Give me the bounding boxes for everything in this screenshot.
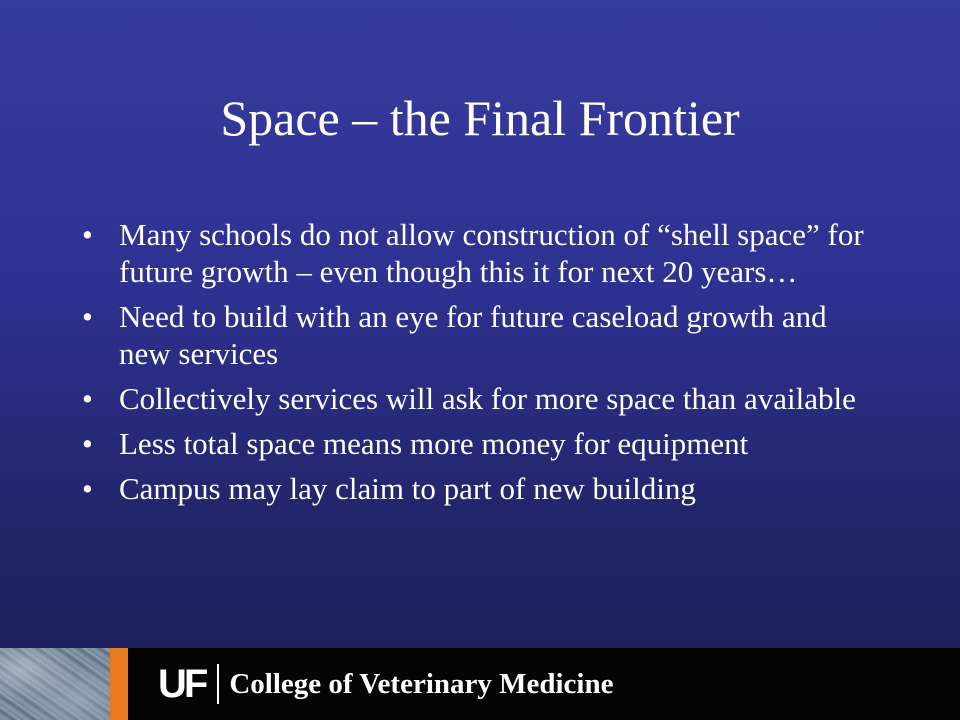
college-logo [158, 660, 613, 708]
bullet-item [82, 298, 872, 372]
bullet-text: Need to build with an eye for future caseload growth and new services [119, 299, 827, 371]
bullet-text: Collectively services will ask for more space than available [119, 381, 856, 416]
footer-accent-stripe [110, 648, 128, 720]
bullet-dot-icon: • [82, 299, 93, 334]
slide-title: Space – the Final Frontier [220, 90, 740, 146]
bullet-list [82, 216, 872, 515]
bullet-item [82, 380, 872, 417]
bullet-text: Campus may lay claim to part of new building [119, 471, 696, 506]
footer-bar [0, 648, 960, 720]
uf-logo-mark: UF [158, 662, 206, 706]
logo-divider [217, 664, 219, 704]
bullet-dot-icon: • [82, 381, 93, 416]
bullet-item [82, 470, 872, 507]
bullet-text: Less total space means more money for equipment [119, 426, 749, 461]
bullet-item [82, 216, 872, 290]
bullet-item [82, 425, 872, 462]
bullet-dot-icon: • [82, 217, 93, 252]
bullet-dot-icon: • [82, 471, 93, 506]
footer-texture-image [0, 648, 110, 720]
bullet-dot-icon: • [82, 426, 93, 461]
college-name: College of Veterinary Medicine [229, 667, 614, 700]
bullet-text: Many schools do not allow construction of “shell space” for future growth – even though this it for next 20 years… [119, 217, 864, 289]
